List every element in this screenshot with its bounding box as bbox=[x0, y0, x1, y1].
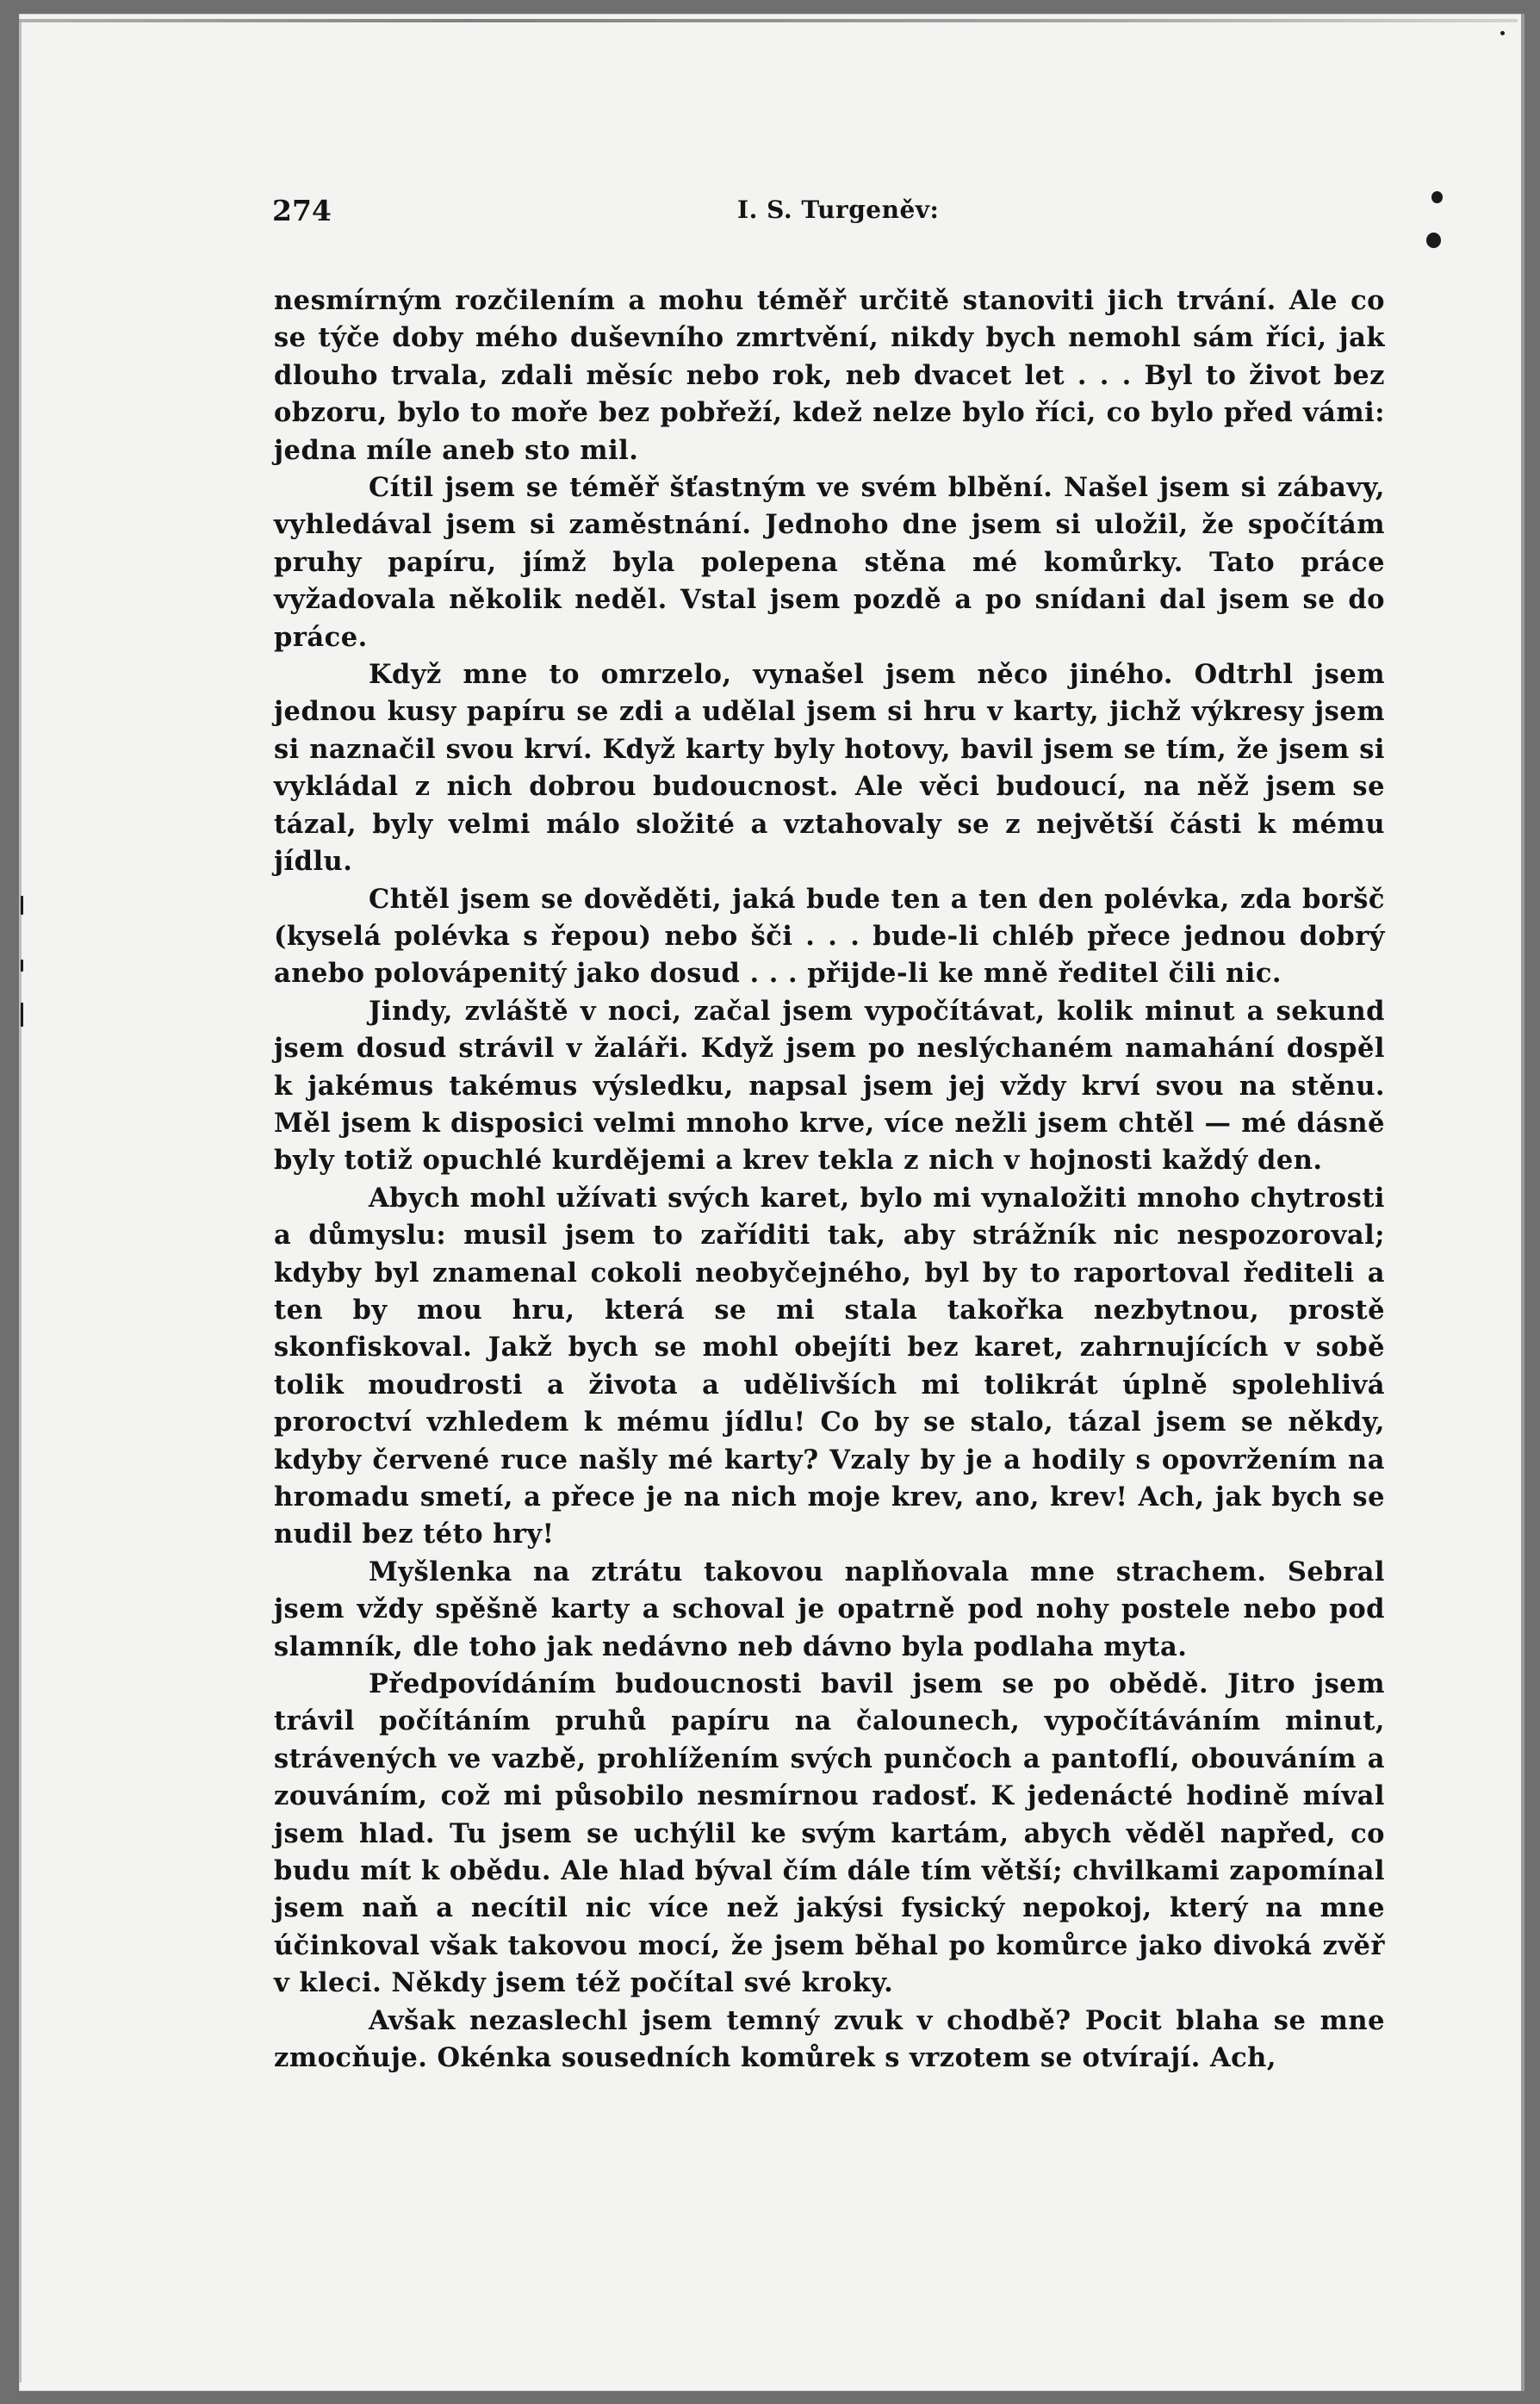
ink-speck-mark bbox=[1500, 31, 1505, 35]
ink-speck-mark bbox=[1431, 191, 1443, 203]
running-title: I. S. Turgeněv: bbox=[737, 196, 940, 224]
scan-top-edge bbox=[19, 19, 1518, 22]
paragraph: nesmírným rozčilením a mohu téměř určitě stanoviti jich trvání. Ale co se týče doby mého duševního zmrtvění, nikdy bych nemohl sám říci, jak dlouho trvala, zdali měsíc nebo rok, neb dvacet let . . . Byl to život bez obzoru, bylo to moře bez pobřeží, kdež nelze bylo říci, co bylo před vámi: jedna míle aneb sto mil. bbox=[274, 285, 1385, 466]
margin-mark bbox=[21, 960, 23, 972]
book-page bbox=[19, 14, 1524, 2391]
ink-speck-mark bbox=[1426, 233, 1441, 248]
margin-mark bbox=[21, 1003, 23, 1027]
paragraph: Abych mohl užívati svých karet, bylo mi vynaložiti mnoho chytrosti a důmyslu: musil jsem to zaříditi tak, aby strážník nic nespozoroval; kdyby byl znamenal cokoli neobyčejného, byl by to raportoval řediteli a ten by mou hru, která se mi stala takořka nezbytnou, prostě skonfiskoval. Jakž bych se mohl obejíti bez karet, zahrnujících v sobě tolik moudrosti a života a udělivších mi tolikrát úplně spolehlivá proroctví vzhledem k mému jídlu! Co by se stalo, tázal jsem se někdy, kdyby červené ruce našly mé karty? Vzaly by je a hodily s opovržením na hromadu smetí, a přece je na nich moje krev, ano, krev! Ach, jak bych se nudil bez této hry! bbox=[274, 1182, 1385, 1550]
paragraph: Když mne to omrzelo, vynašel jsem něco jiného. Odtrhl jsem jednou kusy papíru se zdi a udělal jsem si hru v karty, jichž výkresy jsem si naznačil svou krví. Když karty byly hotovy, bavil jsem se tím, že jsem si vykládal z nich dobrou budoucnost. Ale věci budoucí, na něž jsem se tázal, byly velmi málo složité a vztahovaly se z největší části k mému jídlu. bbox=[274, 659, 1385, 878]
scan-left-edge bbox=[19, 22, 22, 2382]
body-text bbox=[274, 283, 1385, 2078]
page-number: 274 bbox=[272, 194, 332, 227]
paragraph: Avšak nezaslechl jsem temný zvuk v chodbě? Pocit blaha se mne zmocňuje. Okénka sousedních komůrek s vrzotem se otvírají. Ach, bbox=[274, 2004, 1385, 2074]
paragraph: Předpovídáním budoucnosti bavil jsem se po obědě. Jitro jsem trávil počítáním pruhů papíru na čalounech, vypočítáváním minut, strávených ve vazbě, prohlížením svých punčoch a pantoflí, obouváním a zouváním, což mi působilo nesmírnou radosť. K jedenácté hodině míval jsem hlad. Tu jsem se uchýlil ke svým kartám, abych věděl napřed, co budu mít k obědu. Ale hlad býval čím dále tím větší; chvilkami zapomínal jsem naň a necítil nic více než jakýsi fysický nepokoj, který na mne účinkoval však takovou mocí, že jsem běhal po komůrce jako divoká zvěř v kleci. Někdy jsem též počítal své kroky. bbox=[274, 1668, 1385, 1999]
margin-mark bbox=[21, 896, 23, 915]
page-header bbox=[272, 194, 1383, 235]
paragraph: Chtěl jsem se dověděti, jaká bude ten a ten den polévka, zda boršč (kyselá polévka s řepou) nebo šči . . . bude-li chléb přece jednou dobrý anebo polovápenitý jako dosud . . . přijde-li ke mně ředitel čili nic. bbox=[274, 883, 1385, 990]
paragraph: Myšlenka na ztrátu takovou naplňovala mne strachem. Sebral jsem vždy spěšně karty a schoval je opatrně pod nohy postele nebo pod slamník, dle toho jak nedávno neb dávno byla podlaha myta. bbox=[274, 1556, 1385, 1662]
scan-right-edge bbox=[1521, 14, 1524, 2391]
paragraph: Cítil jsem se téměř šťastným ve svém blbění. Našel jsem si zábavy, vyhledával jsem si zaměstnání. Jednoho dne jsem si uložil, že spočítám pruhy papíru, jímž byla polepena stěna mé komůrky. Tato práce vyžadovala několik neděl. Vstal jsem pozdě a po snídani dal jsem se do práce. bbox=[274, 472, 1385, 653]
paragraph: Jindy, zvláště v noci, začal jsem vypočítávat, kolik minut a sekund jsem dosud strávil v žaláři. Když jsem po neslýchaném namahání dospěl k jakémus takémus výsledku, napsal jsem jej vždy krví svou na stěnu. Měl jsem k disposici velmi mnoho krve, více nežli jsem chtěl — mé dásně byly totiž opuchlé kurdějemi a krev tekla z nich v hojnosti každý den. bbox=[274, 995, 1385, 1177]
